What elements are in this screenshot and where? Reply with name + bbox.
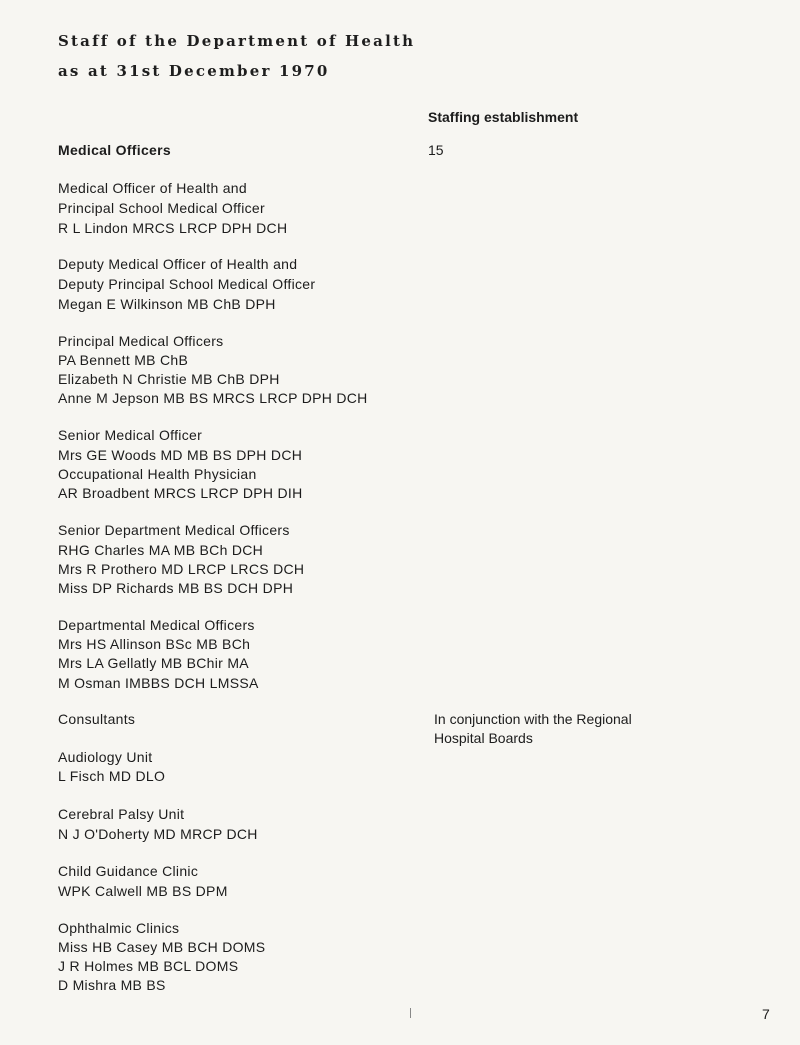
staff-line: Occupational Health Physician [58,466,257,482]
staff-line: Megan E Wilkinson MB ChB DPH [58,296,276,312]
staff-line: Mrs LA Gellatly MB BChir MA [58,655,249,671]
staff-line: Mrs GE Woods MD MB BS DPH DCH [58,447,303,463]
staff-line: Principal Medical Officers [58,333,224,349]
staff-line: Senior Department Medical Officers [58,522,290,538]
staff-line: J R Holmes MB BCL DOMS [58,958,239,974]
staff-line: Cerebral Palsy Unit [58,806,185,822]
staff-line: M Osman IMBBS DCH LMSSA [58,675,259,691]
page-title: Staff of the Department of Health [58,32,416,50]
staff-line: WPK Calwell MB BS DPM [58,883,228,899]
staff-line: RHG Charles MA MB BCh DCH [58,542,264,558]
staffing-establishment-heading: Staffing establishment [428,109,579,125]
staff-line: AR Broadbent MRCS LRCP DPH DIH [58,485,303,501]
staff-line: Ophthalmic Clinics [58,920,180,936]
staff-line: Anne M Jepson MB BS MRCS LRCP DPH DCH [58,390,368,406]
staff-line: Elizabeth N Christie MB ChB DPH [58,371,280,387]
staff-line: Mrs HS Allinson BSc MB BCh [58,636,251,652]
staff-line: Child Guidance Clinic [58,863,199,879]
medical-officers-establishment: 15 [428,142,444,158]
staff-line: D Mishra MB BS [58,977,166,993]
staff-line: Deputy Medical Officer of Health and [58,256,298,272]
staff-line: Miss DP Richards MB BS DCH DPH [58,580,294,596]
staff-line: Medical Officer of Health and [58,180,247,196]
staff-line: L Fisch MD DLO [58,768,166,784]
scan-mark [410,1008,411,1018]
consultants-note-line1: In conjunction with the Regional [434,711,632,727]
staff-line: Departmental Medical Officers [58,617,255,633]
staff-line: Principal School Medical Officer [58,200,265,216]
consultants-heading: Consultants [58,711,136,727]
medical-officers-heading: Medical Officers [58,142,171,158]
staff-line: R L Lindon MRCS LRCP DPH DCH [58,220,288,236]
staff-line: Miss HB Casey MB BCH DOMS [58,939,266,955]
staff-line: Deputy Principal School Medical Officer [58,276,316,292]
page-number: 7 [762,1006,770,1022]
staff-line: Mrs R Prothero MD LRCP LRCS DCH [58,561,305,577]
staff-line: Audiology Unit [58,749,153,765]
staff-line: PA Bennett MB ChB [58,352,189,368]
consultants-note-line2: Hospital Boards [434,730,533,746]
page-subtitle: as at 31st December 1970 [58,62,330,80]
staff-line: Senior Medical Officer [58,427,203,443]
staff-line: N J O'Doherty MD MRCP DCH [58,826,258,842]
